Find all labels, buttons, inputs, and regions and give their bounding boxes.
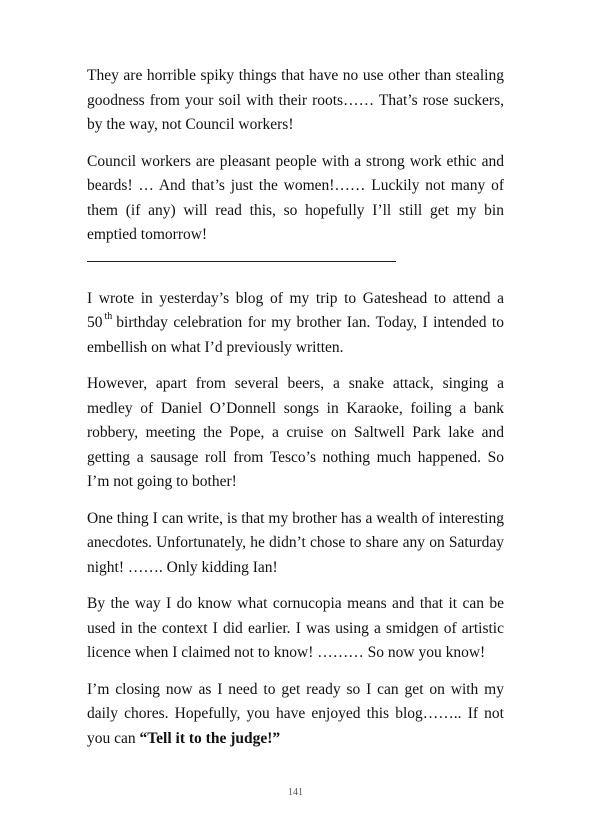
page-body bbox=[87, 64, 504, 763]
paragraph-events: However, apart from several beers, a snake attack, singing a medley of Daniel O’Donnell songs in Karaoke, foiling a bank robbery, meeting the Pope, a cruise on Saltwell Park lake and getting a sausage roll from Tesco’s nothing much happened. So I’m not going to bother! bbox=[87, 375, 504, 490]
closing-emphasis: “Tell it to the judge!” bbox=[139, 729, 281, 747]
paragraph-anecdotes: One thing I can write, is that my brother has a wealth of interesting anecdotes. Unfortunately, he didn’t chose to share any on Saturday night! ……. Only kidding Ian! bbox=[87, 509, 504, 576]
closing-text: I’m closing now as I need to get ready so I can get on with my daily chores. Hopefully, you have enjoyed this blog…….. If not you can bbox=[87, 680, 504, 747]
paragraph-cornucopia: By the way I do know what cornucopia means and that it can be used in the context I did earlier. I was using a smidgen of artistic licence when I claimed not to know! ……… So now you know! bbox=[87, 595, 504, 661]
paragraph-gateshead-trip bbox=[87, 287, 504, 361]
section-divider bbox=[87, 261, 396, 262]
paragraph-council-workers: Council workers are pleasant people with a strong work ethic and beards! … And that’s just the women!…… Luckily not many of them (if any) will read this, so hopefully I’ll still get my bin emptied tomorrow! bbox=[87, 152, 504, 243]
paragraph-rose-suckers: They are horrible spiky things that have no use other than stealing goodness from your soil with their roots…… That’s rose suckers, by the way, not Council workers! bbox=[87, 67, 504, 133]
gateshead-text-start: I wrote in yesterday’s blog of my trip to Gateshead to attend a 50 bbox=[87, 289, 504, 331]
gateshead-text-end: birthday celebration for my brother Ian. Today, I intended to embellish on what I’d previously written. bbox=[87, 314, 504, 356]
ordinal-suffix: th bbox=[104, 311, 113, 322]
paragraph-closing bbox=[87, 678, 504, 752]
page-number: 141 bbox=[288, 787, 303, 798]
